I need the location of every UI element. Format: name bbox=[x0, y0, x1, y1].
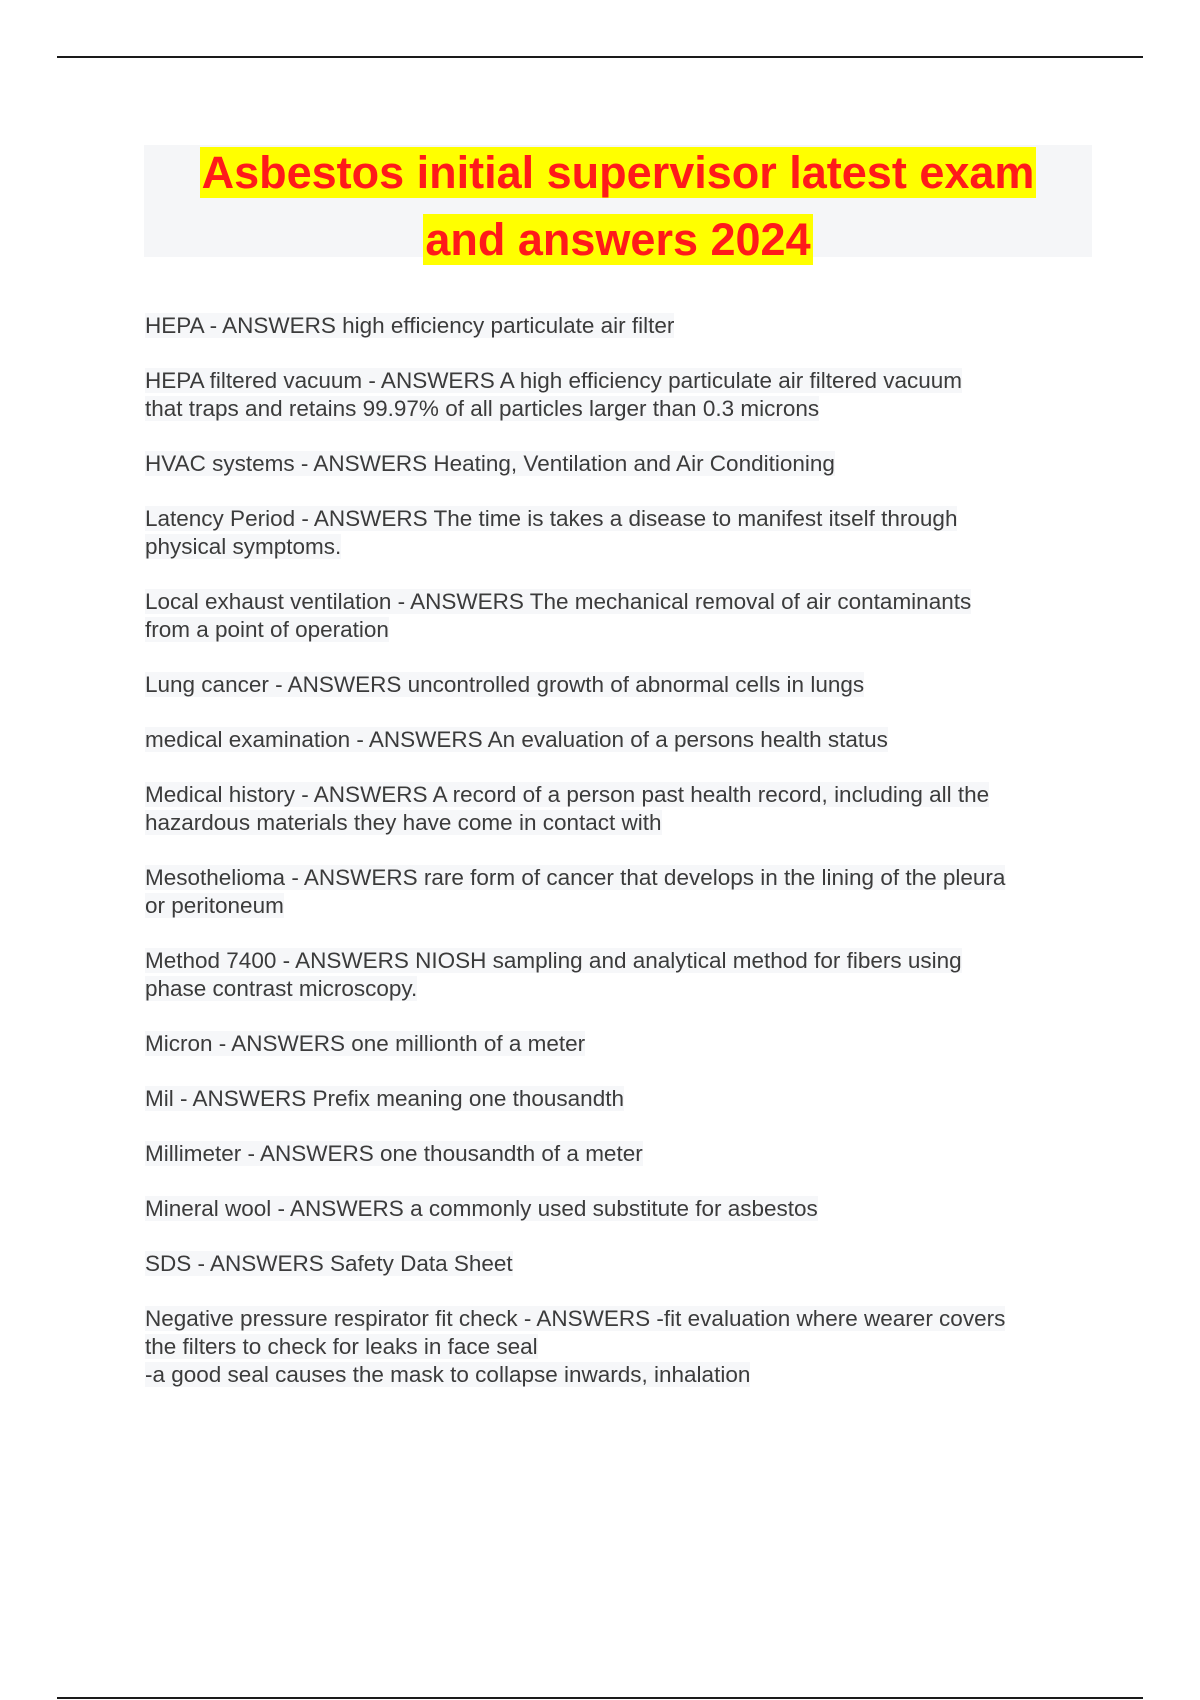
qa-entry-text: Mil - ANSWERS Prefix meaning one thousandth bbox=[145, 1086, 624, 1111]
top-rule bbox=[57, 56, 1143, 58]
qa-entry-text: HVAC systems - ANSWERS Heating, Ventilation and Air Conditioning bbox=[145, 451, 835, 476]
qa-entry bbox=[145, 312, 1095, 340]
qa-entry bbox=[145, 1305, 1095, 1389]
qa-entry-text: Negative pressure respirator fit check - ANSWERS -fit evaluation where wearer covers the filters to check for leaks in face seal -a good seal causes the mask to collapse inwards, inhalation bbox=[145, 1306, 1006, 1387]
title-line-2: and answers 2024 bbox=[425, 214, 811, 265]
qa-entry-text: Method 7400 - ANSWERS NIOSH sampling and analytical method for fibers using phase contrast microscopy. bbox=[145, 948, 962, 1001]
qa-entry bbox=[145, 1140, 1095, 1168]
qa-list bbox=[145, 312, 1095, 1416]
qa-entry bbox=[145, 450, 1095, 478]
qa-entry bbox=[145, 726, 1095, 754]
qa-entry-text: Mesothelioma - ANSWERS rare form of cancer that develops in the lining of the pleura or peritoneum bbox=[145, 865, 1006, 918]
title-block bbox=[144, 145, 1092, 265]
qa-entry bbox=[145, 864, 1095, 920]
qa-entry bbox=[145, 1250, 1095, 1278]
qa-entry-text: Medical history - ANSWERS A record of a person past health record, including all the hazardous materials they have come in contact with bbox=[145, 782, 990, 835]
qa-entry-text: HEPA filtered vacuum - ANSWERS A high efficiency particulate air filtered vacuum that traps and retains 99.97% of all particles larger than 0.3 microns bbox=[145, 368, 963, 421]
qa-entry-text: Latency Period - ANSWERS The time is takes a disease to manifest itself through physical symptoms. bbox=[145, 506, 958, 559]
qa-entry-text: Millimeter - ANSWERS one thousandth of a meter bbox=[145, 1141, 643, 1166]
qa-entry bbox=[145, 588, 1095, 644]
qa-entry bbox=[145, 781, 1095, 837]
qa-entry-text: Lung cancer - ANSWERS uncontrolled growth of abnormal cells in lungs bbox=[145, 672, 865, 697]
qa-entry-text: Micron - ANSWERS one millionth of a meter bbox=[145, 1031, 586, 1056]
title-line-1: Asbestos initial supervisor latest exam bbox=[201, 147, 1035, 198]
qa-entry-text: Mineral wool - ANSWERS a commonly used substitute for asbestos bbox=[145, 1196, 818, 1221]
qa-entry-text: HEPA - ANSWERS high efficiency particulate air filter bbox=[145, 313, 675, 338]
qa-entry bbox=[145, 947, 1095, 1003]
qa-entry bbox=[145, 367, 1095, 423]
qa-entry bbox=[145, 1195, 1095, 1223]
qa-entry-text: SDS - ANSWERS Safety Data Sheet bbox=[145, 1251, 513, 1276]
qa-entry bbox=[145, 671, 1095, 699]
qa-entry-text: medical examination - ANSWERS An evaluation of a persons health status bbox=[145, 727, 888, 752]
bottom-rule bbox=[57, 1697, 1143, 1699]
qa-entry bbox=[145, 1030, 1095, 1058]
qa-entry bbox=[145, 505, 1095, 561]
qa-entry bbox=[145, 1085, 1095, 1113]
qa-entry-text: Local exhaust ventilation - ANSWERS The mechanical removal of air contaminants from a point of operation bbox=[145, 589, 972, 642]
